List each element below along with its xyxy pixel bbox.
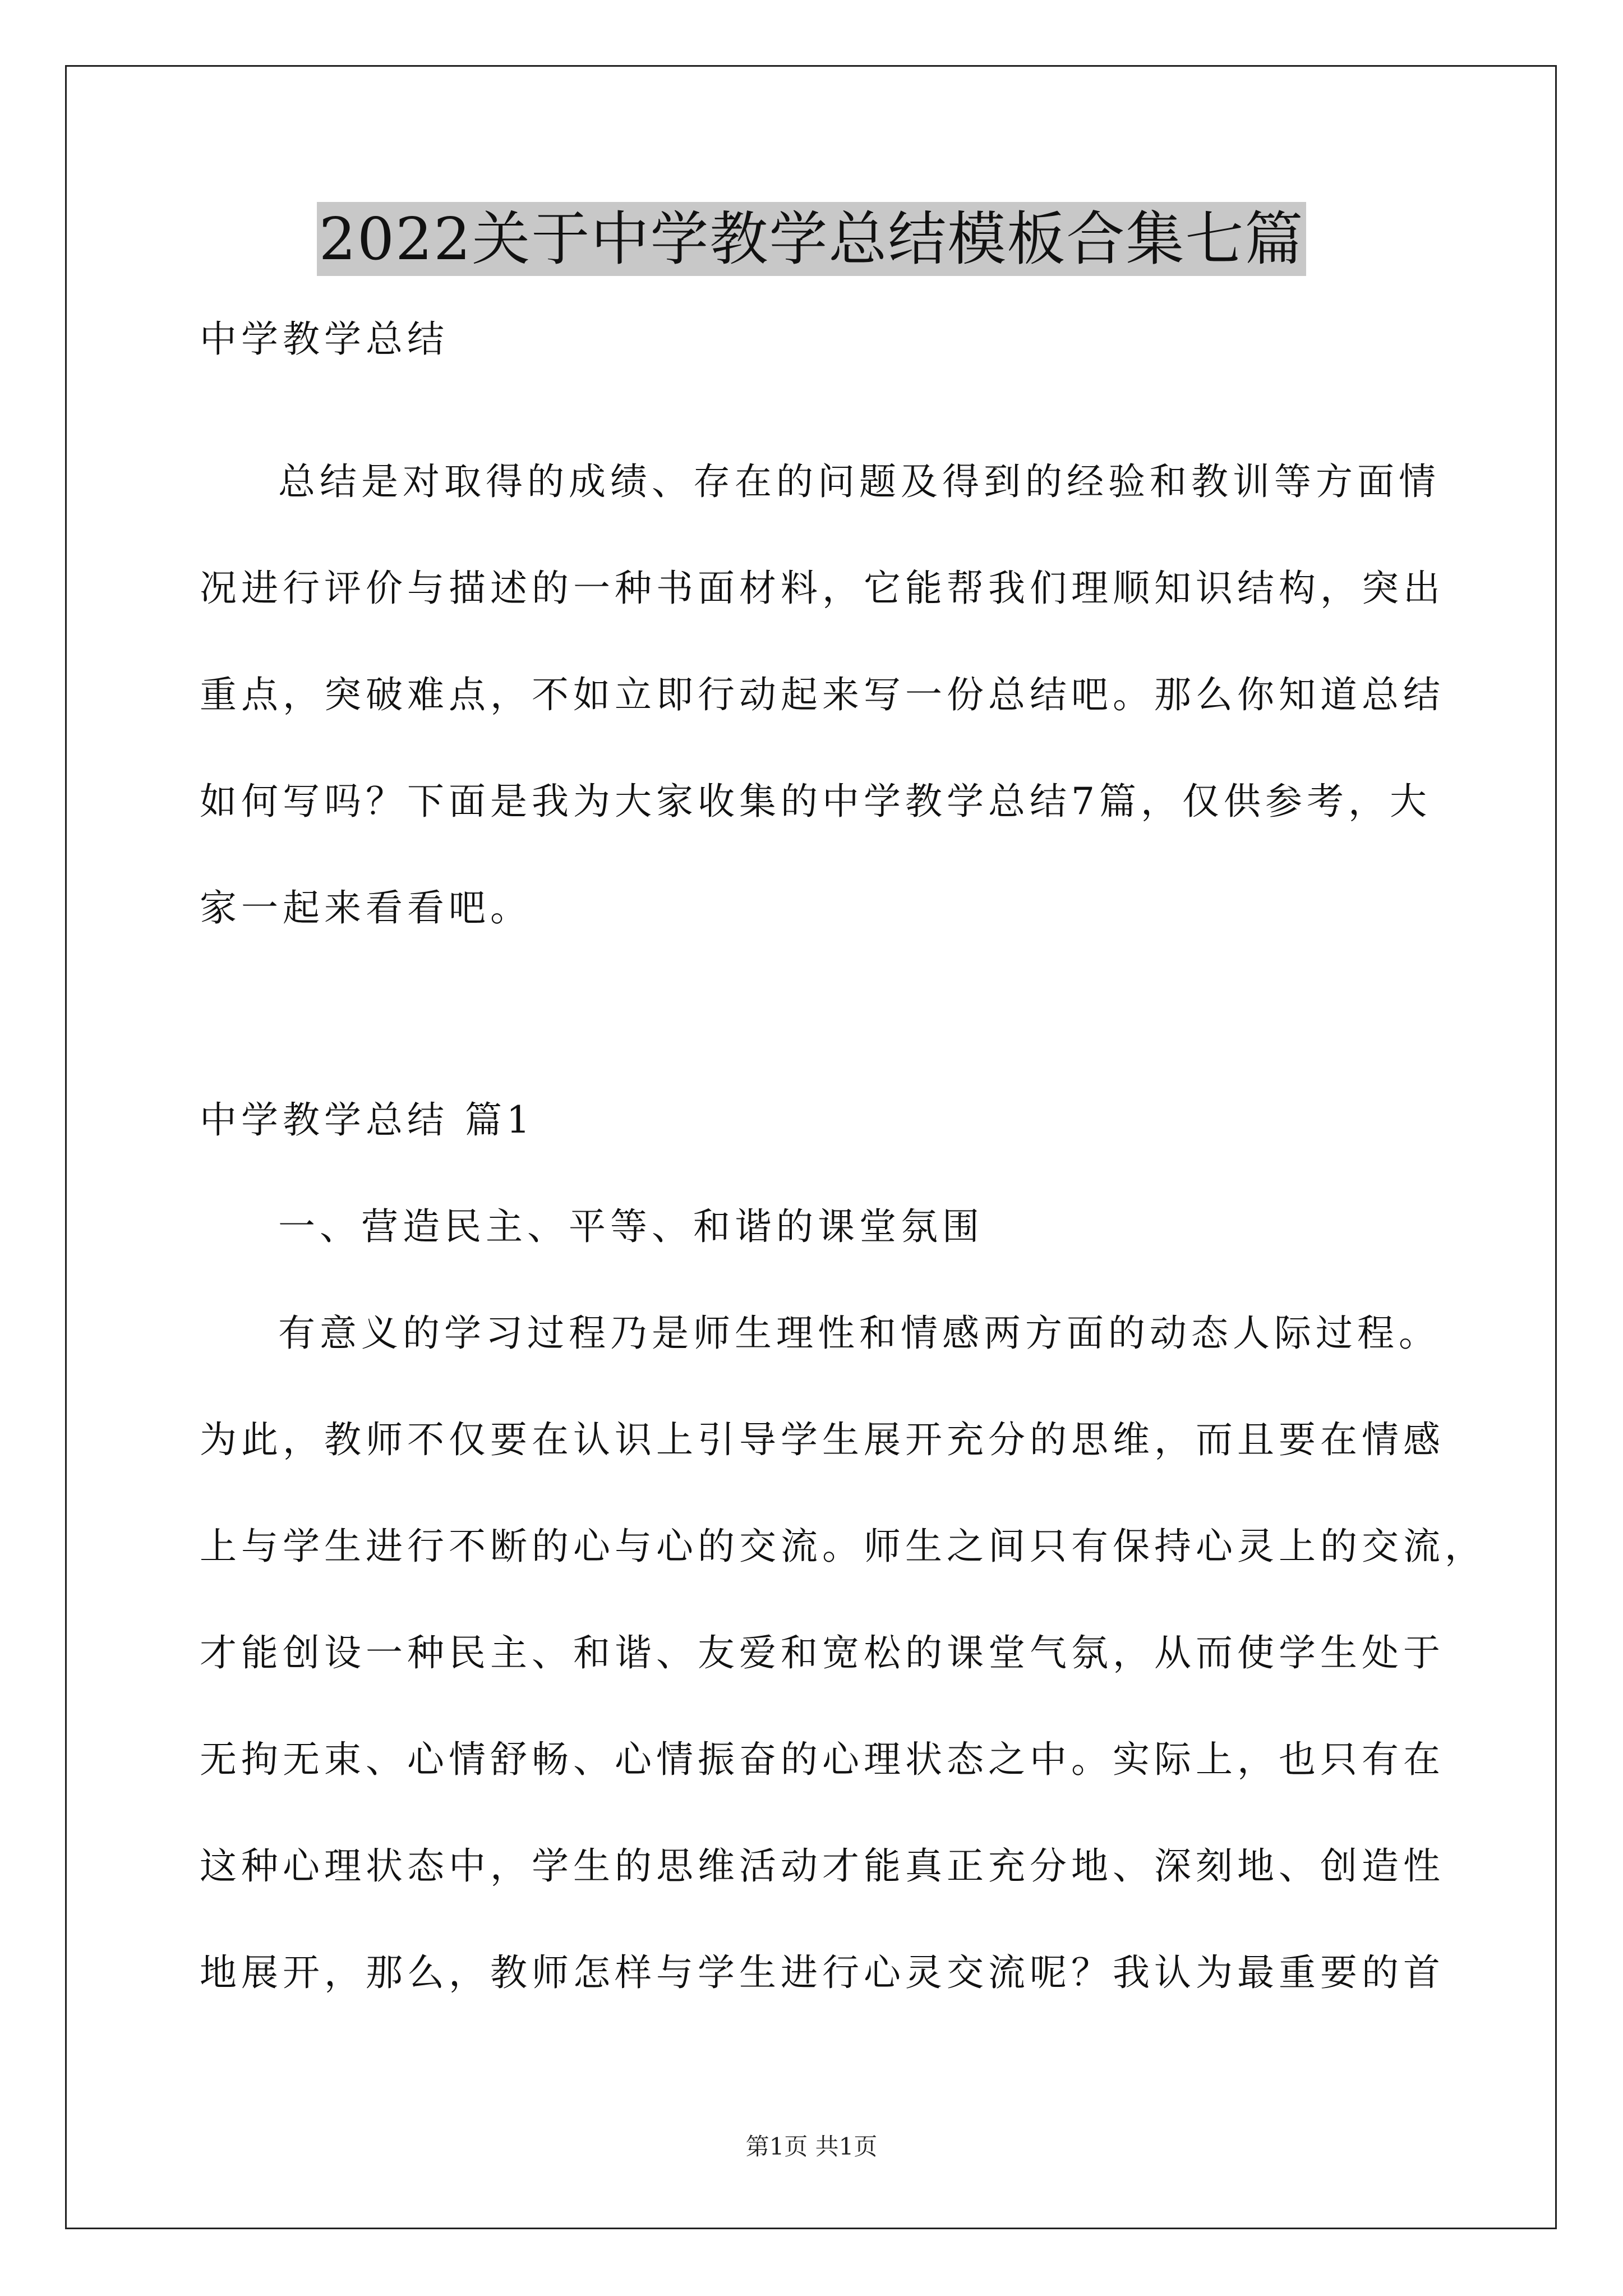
section-line-6: 这种心理状态中，学生的思维活动才能真正充分地、深刻地、创造性 (200, 1844, 1445, 1888)
section-subheading: 一、营造民主、平等、和谐的课堂氛围 (278, 1205, 984, 1248)
document-title: 2022关于中学教学总结模板合集七篇 (317, 202, 1307, 276)
section-line-5: 无拘无束、心情舒畅、心情振奋的心理状态之中。实际上，也只有在 (200, 1738, 1445, 1781)
section-line-2: 为此，教师不仅要在认识上引导学生展开充分的思维，而且要在情感 (200, 1418, 1445, 1461)
intro-line-5: 家一起来看看吧。 (200, 886, 532, 930)
intro-line-2: 况进行评价与描述的一种书面材料，它能帮我们理顺知识结构，突出 (200, 567, 1445, 610)
page-border (65, 65, 1557, 2229)
section-line-1: 有意义的学习过程乃是师生理性和情感两方面的动态人际过程。 (278, 1312, 1440, 1355)
section-line-7: 地展开，那么，教师怎样与学生进行心灵交流呢？我认为最重要的首 (200, 1951, 1445, 1994)
intro-heading: 中学教学总结 (200, 318, 449, 361)
section-line-4: 才能创设一种民主、和谐、友爱和宽松的课堂气氛，从而使学生处于 (200, 1631, 1445, 1674)
page-number: 第1页 共1页 (745, 2133, 878, 2160)
section-line-3: 上与学生进行不断的心与心的交流。师生之间只有保持心灵上的交流， (200, 1525, 1486, 1568)
intro-line-3: 重点，突破难点，不如立即行动起来写一份总结吧。那么你知道总结 (200, 673, 1445, 716)
section-heading: 中学教学总结 篇1 (200, 1098, 534, 1142)
intro-line-4: 如何写吗？下面是我为大家收集的中学教学总结7篇，仅供参考，大 (200, 780, 1431, 823)
intro-line-1: 总结是对取得的成绩、存在的问题及得到的经验和教训等方面情 (278, 460, 1440, 503)
document-title-block (0, 202, 1623, 276)
